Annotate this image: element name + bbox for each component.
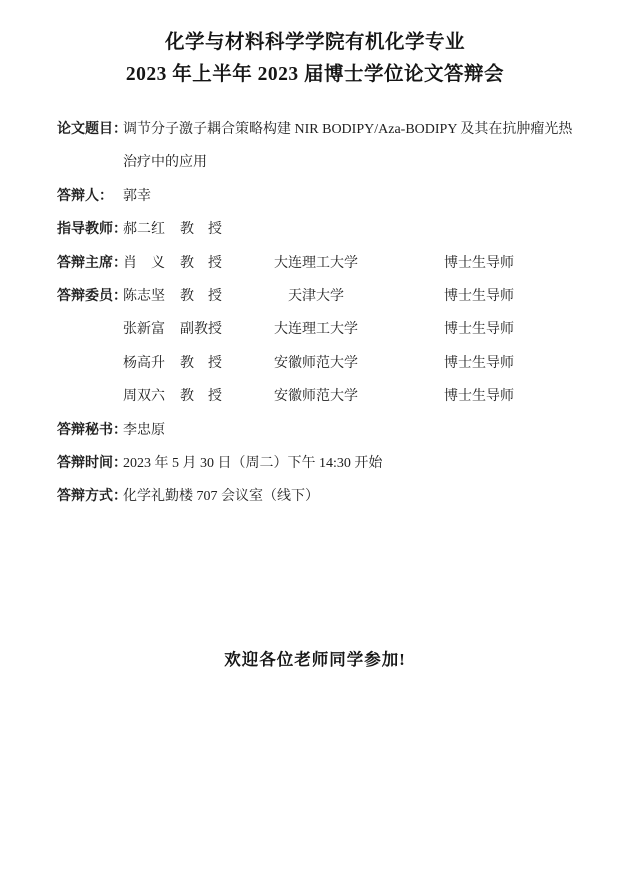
committee-row-label: 答辩委员： (57, 289, 127, 305)
member-rank: 教 授 (180, 389, 222, 405)
candidate-row (57, 180, 573, 213)
committee-row (57, 313, 573, 346)
secretary-label: 答辩秘书： (57, 422, 127, 438)
member-university: 天津大学 (288, 289, 344, 305)
thesis-title-label: 论文题目： (57, 122, 127, 137)
member-rank: 教 授 (180, 289, 222, 305)
defense-venue-row (57, 480, 573, 513)
member-university: 大连理工大学 (274, 255, 358, 271)
defense-venue-value: 化学礼勤楼 707 会议室（线下） (123, 489, 319, 505)
member-university: 安徽师范大学 (274, 389, 358, 405)
member-name: 陈志坚 (123, 289, 165, 305)
defense-venue-label: 答辩方式： (57, 489, 127, 505)
member-university: 大连理工大学 (274, 322, 358, 338)
doc-title-line2: 2023 年上半年 2023 届博士学位论文答辩会 (125, 64, 505, 85)
secretary-row (57, 414, 573, 447)
committee-row (57, 280, 573, 313)
thesis-title-value: 调节分子激子耦合策略构建 NIR BODIPY/Aza-BODIPY 及其在抗肿瘤光热治疗中的应用 (123, 122, 573, 171)
document-header (0, 0, 630, 91)
secretary-name: 李忠原 (123, 422, 165, 438)
defense-time-label: 答辩时间： (57, 456, 127, 472)
committee-row (57, 347, 573, 380)
committee-row-label: 答辩主席： (57, 255, 127, 271)
committee-row (57, 380, 573, 413)
document-body (57, 113, 573, 514)
member-role: 博士生导师 (444, 255, 514, 271)
defense-time-value: 2023 年 5 月 30 日（周二）下午 14:30 开始 (123, 456, 383, 472)
member-rank: 教 授 (180, 255, 222, 271)
committee-row (57, 247, 573, 280)
defense-time-row (57, 447, 573, 480)
member-university: 安徽师范大学 (274, 355, 358, 371)
thesis-title-row (57, 113, 573, 180)
member-role: 博士生导师 (444, 322, 514, 338)
doc-title-line1: 化学与材料科学学院有机化学专业 (164, 32, 465, 53)
candidate-name: 郭幸 (123, 188, 151, 204)
advisor-label: 指导教师： (57, 222, 127, 238)
member-rank: 教 授 (180, 355, 222, 371)
member-rank: 副教授 (180, 322, 222, 338)
member-role: 博士生导师 (444, 289, 514, 305)
advisor-name: 郝二红 (123, 222, 165, 238)
advisor-row (57, 213, 573, 246)
member-role: 博士生导师 (444, 355, 514, 371)
member-name: 周双六 (123, 389, 165, 405)
advisor-rank: 教 授 (180, 222, 222, 238)
member-name: 张新富 (123, 322, 165, 338)
member-role: 博士生导师 (444, 389, 514, 405)
member-name: 肖 义 (123, 255, 165, 271)
candidate-label: 答辩人： (57, 188, 113, 204)
welcome-note: 欢迎各位老师同学参加! (224, 649, 406, 669)
member-name: 杨高升 (123, 355, 165, 371)
